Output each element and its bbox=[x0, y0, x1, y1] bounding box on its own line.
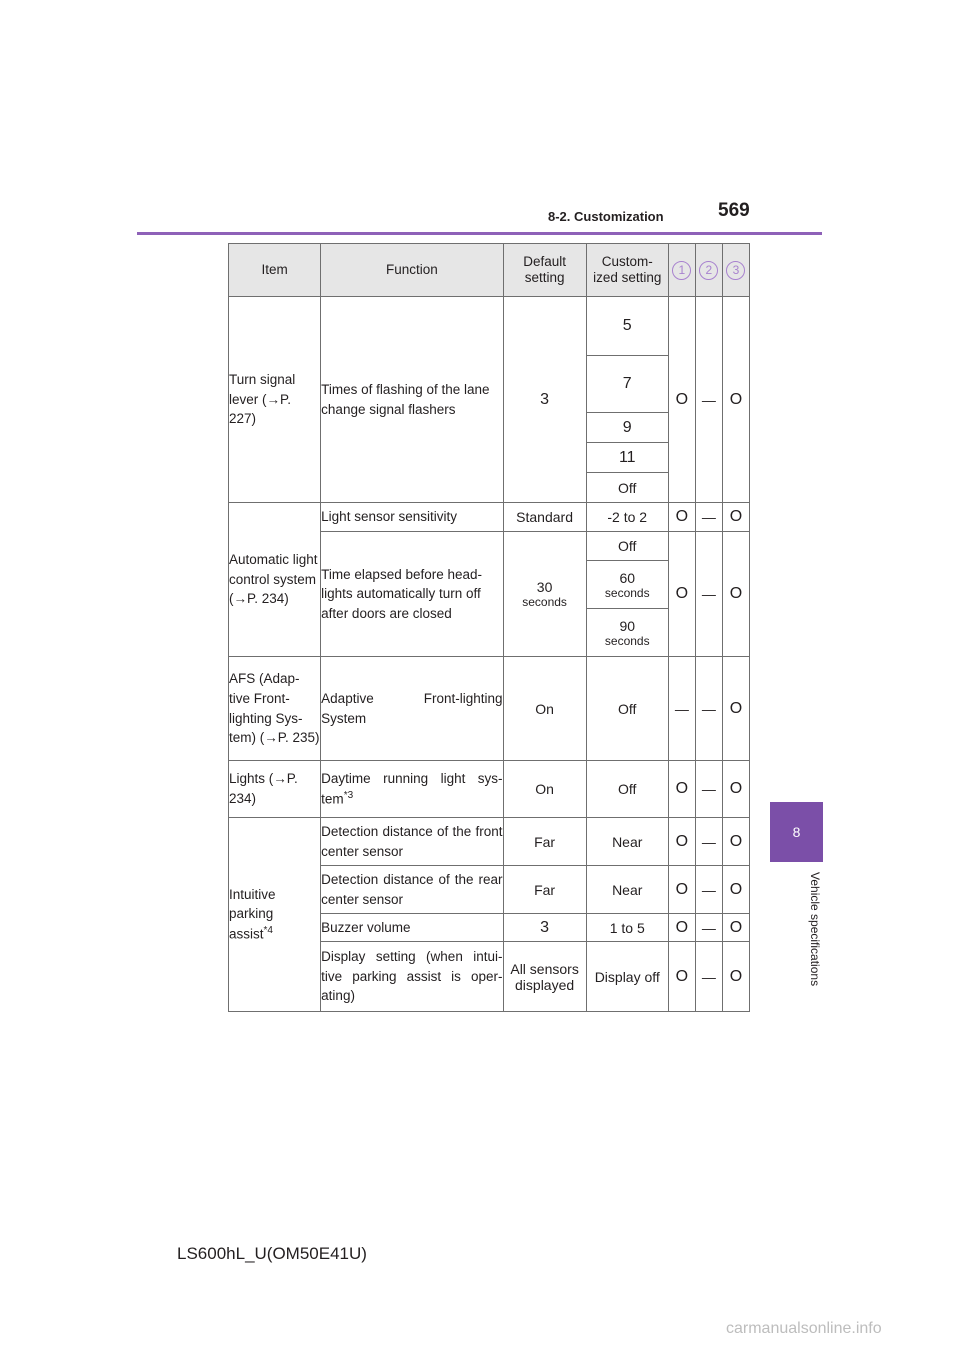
mark-1: O bbox=[668, 532, 695, 657]
function-front-sensor: Detection distance of the front center sensor bbox=[321, 818, 503, 866]
model-code: LS600hL_U(OM50E41U) bbox=[177, 1244, 367, 1263]
item-turn-signal: Turn signal lever (→P. 227) bbox=[229, 297, 321, 503]
mark-3: O bbox=[722, 761, 749, 818]
option-11: 11 bbox=[586, 443, 668, 473]
function-lights bbox=[321, 761, 503, 818]
page-number: 569 bbox=[718, 200, 750, 221]
item-lights: Lights (→P. 234) bbox=[229, 761, 321, 818]
option-7: 7 bbox=[586, 356, 668, 413]
number-1-icon: 1 bbox=[672, 261, 691, 280]
default-front-sensor: Far bbox=[503, 818, 586, 866]
mark-3: O bbox=[722, 532, 749, 657]
number-2-icon: 2 bbox=[699, 261, 718, 280]
item-auto-light: Automatic light control system (→P. 234) bbox=[229, 503, 321, 657]
mark-1: O bbox=[668, 866, 695, 914]
chapter-number: 8 bbox=[792, 824, 801, 840]
customized-lights: Off bbox=[586, 761, 668, 818]
mark-3: O bbox=[722, 818, 749, 866]
mark-2: — bbox=[695, 657, 722, 761]
option-60-unit: seconds bbox=[604, 585, 650, 600]
customized-light-sensor: -2 to 2 bbox=[586, 503, 668, 532]
option-5: 5 bbox=[586, 297, 668, 356]
table-row bbox=[229, 503, 750, 532]
mark-3: O bbox=[722, 503, 749, 532]
table-row bbox=[229, 297, 750, 356]
function-light-sensor: Light sensor sensitivity bbox=[321, 503, 503, 532]
function-afs: Adaptive Front-lighting System bbox=[321, 657, 503, 761]
customized-rear-sensor: Near bbox=[586, 866, 668, 914]
header-default: Default setting bbox=[503, 244, 586, 297]
option-60-value: 60 bbox=[619, 569, 636, 586]
default-time-unit: seconds bbox=[522, 595, 567, 609]
header-item: Item bbox=[229, 244, 321, 297]
function-lights-text: Daytime running light sys-tem bbox=[321, 771, 503, 807]
option-off: Off bbox=[586, 473, 668, 503]
default-light-sensor: Standard bbox=[503, 503, 586, 532]
footnote-3: *3 bbox=[343, 789, 354, 801]
option-90-value: 90 bbox=[619, 617, 636, 634]
mark-2: — bbox=[695, 532, 722, 657]
mark-1: O bbox=[668, 818, 695, 866]
number-3-icon: 3 bbox=[726, 261, 745, 280]
header-col-3 bbox=[722, 244, 749, 297]
function-rear-sensor: Detection distance of the rear center sensor bbox=[321, 866, 503, 914]
default-rear-sensor: Far bbox=[503, 866, 586, 914]
item-ipa-text: Intuitive parking assist bbox=[229, 886, 276, 942]
default-afs: On bbox=[503, 657, 586, 761]
customized-buzzer: 1 to 5 bbox=[586, 914, 668, 942]
mark-1: O bbox=[668, 297, 695, 503]
mark-2: — bbox=[695, 866, 722, 914]
chapter-tab[interactable] bbox=[770, 802, 823, 862]
mark-3: O bbox=[722, 657, 749, 761]
item-afs: AFS (Adap-tive Front-lighting Sys-tem) (→P. 235) bbox=[229, 657, 321, 761]
header-divider bbox=[137, 232, 822, 235]
footnote-4: *4 bbox=[263, 925, 273, 937]
default-buzzer: 3 bbox=[503, 914, 586, 942]
table-row bbox=[229, 657, 750, 761]
header-col-1 bbox=[668, 244, 695, 297]
item-ipa bbox=[229, 818, 321, 1012]
header-function: Function bbox=[321, 244, 503, 297]
option-off: Off bbox=[586, 532, 668, 561]
watermark: carmanualsonline.info bbox=[726, 1320, 882, 1337]
mark-1: O bbox=[668, 914, 695, 942]
mark-1: O bbox=[668, 761, 695, 818]
option-60 bbox=[586, 561, 668, 609]
default-display-setting: All sensors displayed bbox=[503, 942, 586, 1012]
customized-afs: Off bbox=[586, 657, 668, 761]
default-headlight-time bbox=[503, 532, 586, 657]
mark-1: O bbox=[668, 503, 695, 532]
mark-2: — bbox=[695, 503, 722, 532]
mark-2: — bbox=[695, 761, 722, 818]
header-col-2 bbox=[695, 244, 722, 297]
chapter-title-vertical bbox=[806, 872, 826, 1032]
table-row bbox=[229, 761, 750, 818]
header-customized: Custom- ized setting bbox=[586, 244, 668, 297]
option-90-unit: seconds bbox=[604, 633, 650, 648]
page-header bbox=[0, 0, 960, 240]
section-title: 8-2. Customization bbox=[548, 209, 664, 224]
table-header-row bbox=[229, 244, 750, 297]
mark-3: O bbox=[722, 297, 749, 503]
function-headlight-time: Time elapsed before head-lights automatically turn off after doors are closed bbox=[321, 532, 503, 657]
default-turn-signal: 3 bbox=[503, 297, 586, 503]
customization-table bbox=[228, 243, 750, 1012]
mark-1: O bbox=[668, 942, 695, 1012]
default-time-value: 30 bbox=[536, 579, 553, 595]
function-display-setting: Display setting (when intui-tive parking assist is oper-ating) bbox=[321, 942, 503, 1012]
mark-3: O bbox=[722, 866, 749, 914]
mark-2: — bbox=[695, 297, 722, 503]
table-row bbox=[229, 818, 750, 866]
option-90 bbox=[586, 609, 668, 657]
customized-front-sensor: Near bbox=[586, 818, 668, 866]
mark-3: O bbox=[722, 942, 749, 1012]
option-9: 9 bbox=[586, 413, 668, 443]
mark-2: — bbox=[695, 914, 722, 942]
chapter-title: Vehicle specifications bbox=[808, 872, 822, 987]
default-lights: On bbox=[503, 761, 586, 818]
function-turn-signal: Times of flashing of the lane change signal flashers bbox=[321, 297, 503, 503]
function-buzzer: Buzzer volume bbox=[321, 914, 503, 942]
customized-display-setting: Display off bbox=[586, 942, 668, 1012]
mark-2: — bbox=[695, 818, 722, 866]
mark-3: O bbox=[722, 914, 749, 942]
mark-2: — bbox=[695, 942, 722, 1012]
mark-1: — bbox=[668, 657, 695, 761]
